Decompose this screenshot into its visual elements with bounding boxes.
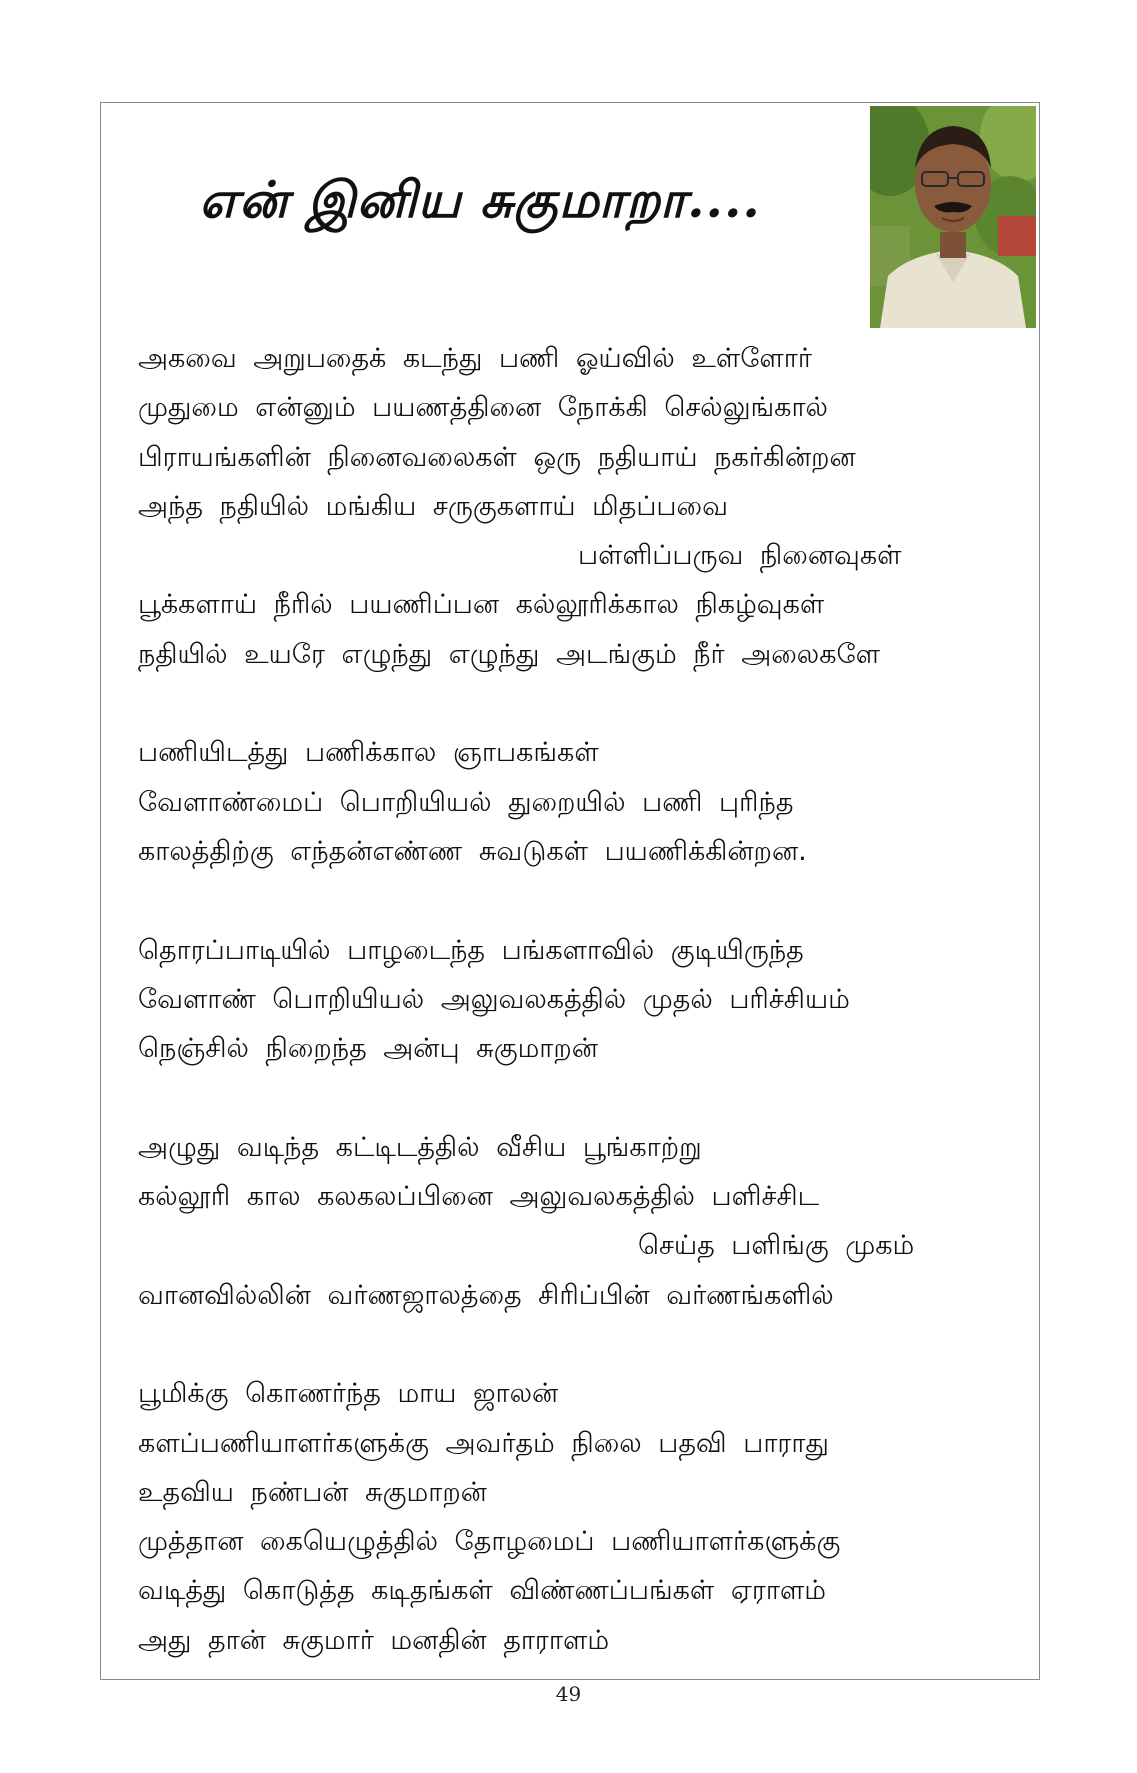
- poem-line: செய்த பளிங்கு முகம்: [638, 1230, 915, 1262]
- portrait-photo-icon: [870, 106, 1036, 328]
- poem-line: வானவில்லின் வர்ணஜாலத்தை சிரிப்பின் வர்ணங்களில்: [138, 1279, 834, 1311]
- portrait-photo: [870, 106, 1036, 328]
- poem-line: அழுது வடிந்த கட்டிடத்தில் வீசிய பூங்காற்று: [138, 1131, 702, 1163]
- poem-line: நதியில் உயரே எழுந்து எழுந்து அடங்கும் நீர் அலைகளே: [138, 638, 881, 670]
- poem-body: [138, 334, 1018, 1665]
- stanza-gap: [138, 1073, 1018, 1122]
- poem-line: பிராயங்களின் நினைவலைகள் ஒரு நதியாய் நகர்கின்றன: [138, 441, 856, 473]
- poem-line: பூக்களாய் நீரில் பயணிப்பன கல்லூரிக்கால நிகழ்வுகள்: [138, 589, 825, 621]
- poem-line: காலத்திற்கு எந்தன்எண்ண சுவடுகள் பயணிக்கின்றன.: [138, 835, 807, 867]
- poem-line: அந்த நதியில் மங்கிய சருகுகளாய் மிதப்பவை: [138, 490, 728, 522]
- page-number: 49: [555, 1682, 582, 1706]
- poem-line: களப்பணியாளர்களுக்கு அவர்தம் நிலை பதவி பாராது: [138, 1427, 829, 1459]
- stanza-gap: [138, 679, 1018, 728]
- poem-line: வேளாண் பொறியியல் அலுவலகத்தில் முதல் பரிச்சியம்: [138, 983, 850, 1015]
- poem-line: தொரப்பாடியில் பாழடைந்த பங்களாவில் குடியிருந்த: [138, 934, 804, 966]
- poem-line: வடித்து கொடுத்த கடிதங்கள் விண்ணப்பங்கள் ஏராளம்: [138, 1575, 827, 1607]
- poem-line: நெஞ்சில் நிறைந்த அன்பு சுகுமாறன்: [138, 1033, 598, 1065]
- stanza-gap: [138, 1320, 1018, 1369]
- poem-line: வேளாண்மைப் பொறியியல் துறையில் பணி புரிந்த: [138, 786, 794, 818]
- poem-line: முதுமை என்னும் பயணத்தினை நோக்கி செல்லுங்கால்: [138, 392, 828, 424]
- poem-title: என் இனிய சுகுமாறா....: [199, 170, 761, 229]
- poem-line: பணியிடத்து பணிக்கால ஞாபகங்கள்: [138, 737, 599, 769]
- poem-line: அது தான் சுகுமார் மனதின் தாராளம்: [138, 1624, 610, 1656]
- poem-line: முத்தான கையெழுத்தில் தோழமைப் பணியாளர்களுக்கு: [138, 1526, 841, 1558]
- poem-line: அகவை அறுபதைக் கடந்து பணி ஓய்வில் உள்ளோர்: [138, 343, 812, 374]
- poem-line: பள்ளிப்பருவ நினைவுகள்: [578, 540, 902, 572]
- poem-line: உதவிய நண்பன் சுகுமாறன்: [138, 1476, 487, 1508]
- poem-line: கல்லூரி கால கலகலப்பினை அலுவலகத்தில் பளிச்சிட: [138, 1181, 820, 1213]
- poem-line: பூமிக்கு கொணர்ந்த மாய ஜாலன்: [138, 1378, 559, 1410]
- stanza-gap: [138, 876, 1018, 925]
